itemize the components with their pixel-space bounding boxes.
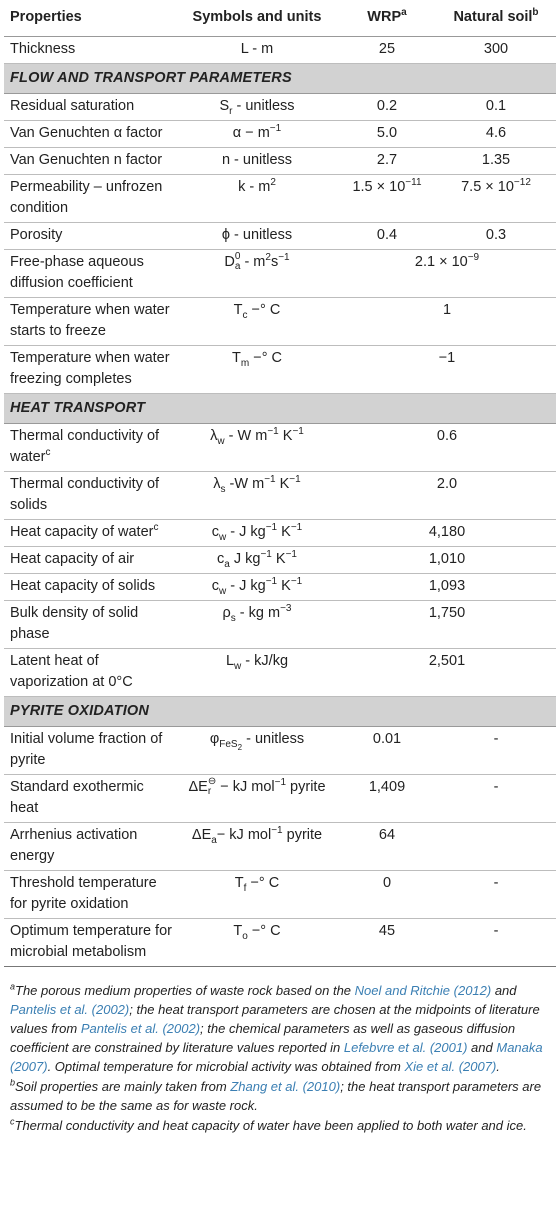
table-row: [4, 37, 556, 64]
symbol-subscript: [219, 739, 242, 750]
symbol-base: D: [224, 254, 235, 270]
row-soil-value: 0.1: [436, 94, 556, 121]
symbol-unit: s: [270, 254, 279, 270]
symbol-unit: pyrite: [282, 827, 323, 843]
reference-link[interactable]: Zhang et al. (2010): [230, 1079, 341, 1094]
row-soil-value: -: [436, 919, 556, 967]
row-label: Initial volume fraction of pyrite: [4, 727, 176, 775]
section-title: FLOW AND TRANSPORT PARAMETERS: [4, 64, 556, 94]
symbol-superscript: −1: [269, 123, 282, 135]
header-natural-soil: [436, 0, 556, 37]
row-symbol: [176, 649, 338, 697]
row-symbol: [176, 121, 338, 148]
unit-superscript: 2: [265, 252, 271, 264]
row-soil-value: [436, 175, 556, 223]
unit-superscript: −1: [265, 576, 278, 588]
table-row: [4, 175, 556, 223]
unit-superscript: −1: [274, 777, 287, 789]
header-soil-label: Natural soil: [453, 9, 533, 25]
header-symbols: Symbols and units: [176, 0, 338, 37]
footnote-text: ; the heat transport parameters are chosen at the midpoints of literature values from: [10, 1002, 540, 1036]
row-wrp-value: 45: [338, 919, 436, 967]
row-symbol: [176, 175, 338, 223]
row-wrp-value: 2.7: [338, 148, 436, 175]
table-row: [4, 547, 556, 574]
row-wrp-value: 0: [338, 871, 436, 919]
symbol-unit: −° C: [246, 875, 280, 891]
row-wrp-value: 0.4: [338, 223, 436, 250]
row-wrp-value: [338, 175, 436, 223]
unit-superscript: −1: [265, 522, 278, 534]
row-symbol: [176, 298, 338, 346]
section-title: HEAT TRANSPORT: [4, 394, 556, 424]
row-label: Arrhenius activation energy: [4, 823, 176, 871]
row-shared-value: −1: [338, 346, 556, 394]
row-symbol: ϕ - unitless: [176, 223, 338, 250]
value-base: 2.1 × 10: [414, 254, 468, 270]
row-symbol: [176, 520, 338, 547]
table-row: [4, 250, 556, 298]
symbol-subscript: c: [242, 309, 248, 321]
symbol-unit: pyrite: [286, 779, 326, 795]
row-label: Permeability – unfrozen condition: [4, 175, 176, 223]
row-label: Threshold temperature for pyrite oxidation: [4, 871, 176, 919]
symbol-unit: - unitless: [242, 731, 305, 747]
label-footnote: c: [45, 447, 51, 459]
footnote-text: Thermal conductivity and heat capacity of water have been applied to both water and ice.: [14, 1118, 527, 1133]
symbol-unit: −° C: [247, 302, 281, 318]
footnote-text: The porous medium properties of waste rock based on the: [15, 983, 355, 998]
row-label: Temperature when water freezing completes: [4, 346, 176, 394]
symbol-unit: - kJ/kg: [241, 653, 289, 669]
row-shared-value: 1,750: [338, 601, 556, 649]
unit-superscript: −1: [292, 426, 304, 438]
footnote-text: ; the chemical parameters as well as gaseous diffusion coefficient are constrained by literature values reported in: [10, 1021, 516, 1055]
row-label: Van Genuchten α factor: [4, 121, 176, 148]
reference-link[interactable]: Pantelis et al. (2002): [10, 1002, 130, 1017]
row-label: Heat capacity of solids: [4, 574, 176, 601]
row-label: Residual saturation: [4, 94, 176, 121]
symbol-unit: - J kg: [226, 524, 266, 540]
label-footnote: c: [153, 522, 159, 534]
unit-superscript: −1: [290, 576, 303, 588]
section-header-heat: [4, 394, 556, 424]
row-symbol: [176, 601, 338, 649]
label-text: Thermal conductivity of water: [10, 428, 160, 465]
row-soil-value: 4.6: [436, 121, 556, 148]
row-shared-value: 2.0: [338, 472, 556, 520]
symbol-unit: − kJ mol: [216, 827, 272, 843]
unit-superscript: −1: [271, 825, 283, 837]
row-shared-value: 2,501: [338, 649, 556, 697]
row-label: Standard exothermic heat: [4, 775, 176, 823]
footnote-text: Soil properties are mainly taken from: [15, 1079, 231, 1094]
row-symbol: [176, 346, 338, 394]
symbol-base: T: [233, 923, 243, 939]
value-base: 7.5 × 10: [461, 179, 514, 195]
row-symbol: [176, 823, 338, 871]
unit-superscript: −1: [267, 426, 279, 438]
symbol-unit: K: [277, 524, 291, 540]
symbol-superscript: 2: [270, 177, 276, 189]
row-wrp-value: 0.2: [338, 94, 436, 121]
row-shared-value: 1,093: [338, 574, 556, 601]
footnote-text: . Optimal temperature for microbial activity was obtained from: [47, 1059, 405, 1074]
symbol-unit: K: [275, 476, 290, 492]
footnote-marker: b: [10, 1077, 16, 1088]
symbol-base: c: [217, 551, 225, 567]
value-base: 1.5 × 10: [352, 179, 406, 195]
table-row: [4, 424, 556, 472]
unit-superscript: −1: [289, 474, 301, 486]
symbol-base: λ: [213, 476, 221, 492]
symbol-unit: - unitless: [232, 98, 295, 114]
symbol-base: λ: [210, 428, 218, 444]
unit-superscript: −1: [278, 252, 290, 264]
symbol-base: L: [225, 653, 235, 669]
table-row: [4, 775, 556, 823]
unit-superscript: −1: [285, 549, 297, 561]
table-row: [4, 121, 556, 148]
value-exponent: −12: [513, 177, 531, 189]
table-footnotes: [4, 981, 556, 1135]
row-label: Optimum temperature for microbial metabolism: [4, 919, 176, 967]
row-label: Porosity: [4, 223, 176, 250]
unit-superscript: −1: [264, 474, 276, 486]
symbol-base: T: [234, 875, 244, 891]
footnote-text: and: [467, 1040, 497, 1055]
row-shared-value: 1: [338, 298, 556, 346]
table-row: [4, 346, 556, 394]
unit-superscript: −1: [290, 522, 303, 534]
value-exponent: −11: [405, 177, 422, 189]
header-soil-footnote: b: [532, 7, 539, 19]
row-symbol: [176, 547, 338, 574]
row-wrp-value: 5.0: [338, 121, 436, 148]
symbol-subscript: m: [240, 357, 250, 369]
row-label: Free-phase aqueous diffusion coefficient: [4, 250, 176, 298]
row-label: Van Genuchten n factor: [4, 148, 176, 175]
row-label: Thickness: [4, 37, 176, 64]
footnote-marker: a: [10, 981, 16, 992]
header-wrp-label: WRP: [367, 9, 402, 25]
section-header-flow: [4, 64, 556, 94]
symbol-unit: −° C: [249, 350, 282, 366]
table-header-row: [4, 0, 556, 37]
row-soil-value: 1.35: [436, 148, 556, 175]
row-symbol: [176, 574, 338, 601]
symbol-base: ΔE: [191, 827, 212, 843]
symbol-unit: K: [277, 578, 291, 594]
table-row: [4, 649, 556, 697]
section-header-pyrite: [4, 697, 556, 727]
row-wrp-value: 64: [338, 823, 436, 871]
symbol-base: c: [211, 524, 219, 540]
symbol-unit: −° C: [247, 923, 281, 939]
row-soil-value: -: [436, 727, 556, 775]
symbol-subscript: s: [220, 483, 226, 495]
symbol-subscript: f: [243, 882, 247, 894]
symbol-unit: − kJ mol: [216, 779, 275, 795]
row-symbol: n - unitless: [176, 148, 338, 175]
row-wrp-value: 25: [338, 37, 436, 64]
row-shared-value: 0.6: [338, 424, 556, 472]
header-wrp: [338, 0, 436, 37]
subscript-index: 2: [237, 742, 243, 752]
symbol-unit: -W m: [225, 476, 265, 492]
symbol-subscript: r: [229, 105, 233, 117]
reference-link[interactable]: Noel and Ritchie (2012): [354, 983, 492, 998]
row-symbol: L - m: [176, 37, 338, 64]
table-row: [4, 148, 556, 175]
symbol-subscript: s: [230, 612, 236, 624]
header-wrp-footnote: a: [401, 7, 407, 19]
symbol-superscript: 0: [234, 251, 241, 263]
table-row: [4, 520, 556, 547]
table-row: [4, 298, 556, 346]
value-exponent: −9: [467, 252, 480, 264]
section-title: PYRITE OXIDATION: [4, 697, 556, 727]
symbol-superscript: ⊖: [207, 776, 217, 788]
symbol-base: T: [233, 302, 243, 318]
row-symbol: [176, 775, 338, 823]
table-row: [4, 223, 556, 250]
symbol-base: α − m: [232, 125, 270, 141]
symbol-base: ρ: [222, 605, 231, 621]
symbol-unit: K: [271, 551, 286, 567]
row-symbol: [176, 472, 338, 520]
table-row: [4, 727, 556, 775]
row-symbol: [176, 94, 338, 121]
row-soil-value: [436, 823, 556, 871]
symbol-base: T: [232, 350, 241, 366]
properties-table: [4, 0, 556, 967]
table-row: [4, 574, 556, 601]
symbol-unit: - W m: [224, 428, 268, 444]
symbol-unit: K: [278, 428, 293, 444]
symbol-unit: - kg m: [235, 605, 281, 621]
symbol-subscript: w: [219, 531, 227, 543]
table-row: [4, 919, 556, 967]
row-label: Bulk density of solid phase: [4, 601, 176, 649]
row-wrp-value: 1,409: [338, 775, 436, 823]
row-soil-value: -: [436, 871, 556, 919]
footnote-marker: c: [10, 1116, 15, 1127]
symbol-unit: J kg: [229, 551, 261, 567]
row-symbol: [176, 424, 338, 472]
row-symbol: [176, 250, 338, 298]
table-row: [4, 94, 556, 121]
symbol-base: ΔE: [188, 779, 208, 795]
symbol-subscript: w: [219, 585, 227, 597]
symbol-unit: - J kg: [226, 578, 266, 594]
symbol-subscript: w: [234, 660, 242, 672]
row-soil-value: 300: [436, 37, 556, 64]
row-label: Heat capacity of air: [4, 547, 176, 574]
footnote-text: .: [496, 1059, 500, 1074]
symbol-subscript: w: [217, 435, 225, 447]
row-symbol: [176, 871, 338, 919]
symbol-subscript: a: [211, 834, 217, 846]
unit-superscript: −3: [280, 603, 292, 615]
row-soil-value: -: [436, 775, 556, 823]
table-row: [4, 601, 556, 649]
symbol-subscript: a: [234, 261, 241, 273]
row-shared-value: [338, 250, 556, 298]
symbol-base: φ: [209, 731, 220, 747]
row-label: [4, 520, 176, 547]
header-properties: Properties: [4, 0, 176, 37]
row-label: Thermal conductivity of solids: [4, 472, 176, 520]
symbol-subscript: r: [207, 786, 212, 798]
footnote-text: ; the heat transport parameters are assumed to be the same as for waste rock.: [10, 1079, 542, 1113]
row-label: Temperature when water starts to freeze: [4, 298, 176, 346]
row-symbol: [176, 727, 338, 775]
reference-link[interactable]: Manaka (2007): [10, 1040, 543, 1074]
row-shared-value: 1,010: [338, 547, 556, 574]
row-symbol: [176, 919, 338, 967]
symbol-base: k - m: [238, 179, 271, 195]
footnote-b: [10, 1077, 552, 1115]
row-label: Latent heat of vaporization at 0°C: [4, 649, 176, 697]
row-soil-value: 0.3: [436, 223, 556, 250]
table-row: [4, 472, 556, 520]
label-text: Heat capacity of water: [10, 524, 154, 540]
row-label: [4, 424, 176, 472]
row-shared-value: 4,180: [338, 520, 556, 547]
footnote-text: and: [491, 983, 517, 998]
symbol-base: S: [219, 98, 230, 114]
row-wrp-value: 0.01: [338, 727, 436, 775]
symbol-base: c: [211, 578, 219, 594]
symbol-subscript: o: [242, 930, 248, 942]
subscript-text: FeS: [219, 738, 238, 750]
reference-link[interactable]: Lefebvre et al. (2001): [343, 1040, 468, 1055]
footnote-c: [10, 1116, 552, 1135]
symbol-unit: - m: [240, 254, 266, 270]
footnote-a: [10, 981, 552, 1076]
unit-superscript: −1: [260, 549, 272, 561]
table-row: [4, 871, 556, 919]
reference-link[interactable]: Xie et al. (2007): [404, 1059, 497, 1074]
table-row: [4, 823, 556, 871]
reference-link[interactable]: Pantelis et al. (2002): [80, 1021, 201, 1036]
symbol-subscript: a: [224, 558, 230, 570]
